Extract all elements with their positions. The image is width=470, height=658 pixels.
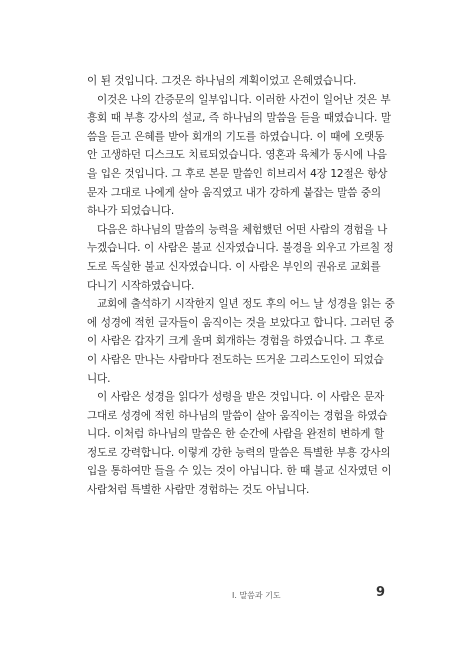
text-line: 정도로 강력합니다. 이렇게 강한 능력의 말씀은 특별한 부흥 강사의: [87, 446, 391, 459]
page-footer: [0, 585, 470, 605]
text-line: 누겠습니다. 이 사람은 불교 신자였습니다. 불경을 외우고 가르칠 정: [87, 242, 394, 255]
page-number: 9: [376, 585, 386, 600]
text-line: 흥회 때 부흥 강사의 설교, 즉 하나님의 말씀을 듣을 때였습니다. 말: [87, 112, 391, 125]
paragraph-first-line: 교회에 출석하기 시작한지 일년 정도 후의 어느 날 성경을 읽는 중: [97, 298, 395, 311]
text-line: 이 사람은 갑자기 크게 울며 회개하는 경험을 하였습니다. 그 후로: [87, 335, 385, 348]
paragraph-first-line: 이것은 나의 간증문의 일부입니다. 이러한 사건이 일어난 것은 부: [97, 93, 391, 106]
running-head: I. 말씀과 기도: [232, 591, 281, 600]
text-line: 문자 그대로 나에게 살아 움직였고 내가 강하게 붙잡는 말씀 중의: [87, 186, 381, 199]
text-line: 을 입은 것입니다. 그 후로 본문 말씀인 히브리서 4장 12절은 항상: [87, 167, 388, 180]
page-body-text: [87, 72, 395, 500]
text-line: 니다.: [87, 372, 111, 385]
text-line: 사람처럼 특별한 사람만 경험하는 것도 아닙니다.: [87, 484, 310, 497]
paragraph-first-line: 다음은 하나님의 말씀의 능력을 체험했던 어떤 사람의 경험을 나: [97, 223, 388, 236]
text-line: 안 고생하던 디스크도 치료되었습니다. 영혼과 육체가 동시에 나음: [87, 149, 387, 162]
text-line: 씀을 듣고 은혜를 받아 회개의 기도를 하였습니다. 이 때에 오랫동: [87, 130, 385, 143]
text-line: 입을 통하여만 들을 수 있는 것이 아닙니다. 한 때 불교 신자였던 이: [87, 465, 392, 478]
text-line: 다니기 시작하였습니다.: [87, 279, 195, 292]
paragraph-first-line: 이 사람은 성경을 읽다가 성령을 받은 것입니다. 이 사람은 문자: [97, 391, 385, 404]
text-line: 이 사람은 만나는 사람마다 전도하는 뜨거운 그리스도인이 되었습: [87, 353, 384, 366]
text-line: 에 성경에 적힌 글자들이 움직이는 것을 보았다고 합니다. 그러던 중: [87, 316, 395, 329]
text-line: 도로 독실한 불교 신자였습니다. 이 사람은 부인의 권유로 교회를: [87, 260, 381, 273]
text-line: 그대로 성경에 적힌 하나님의 말씀이 살아 움직이는 경험을 하였습: [87, 409, 388, 422]
text-line: 니다. 이처럼 하나님의 말씀은 한 순간에 사람을 완전히 변하게 할: [87, 428, 385, 441]
text-line: 이 된 것입니다. 그것은 하나님의 계획이었고 은혜였습니다.: [87, 75, 357, 87]
text-line: 하나가 되었습니다.: [87, 205, 175, 218]
